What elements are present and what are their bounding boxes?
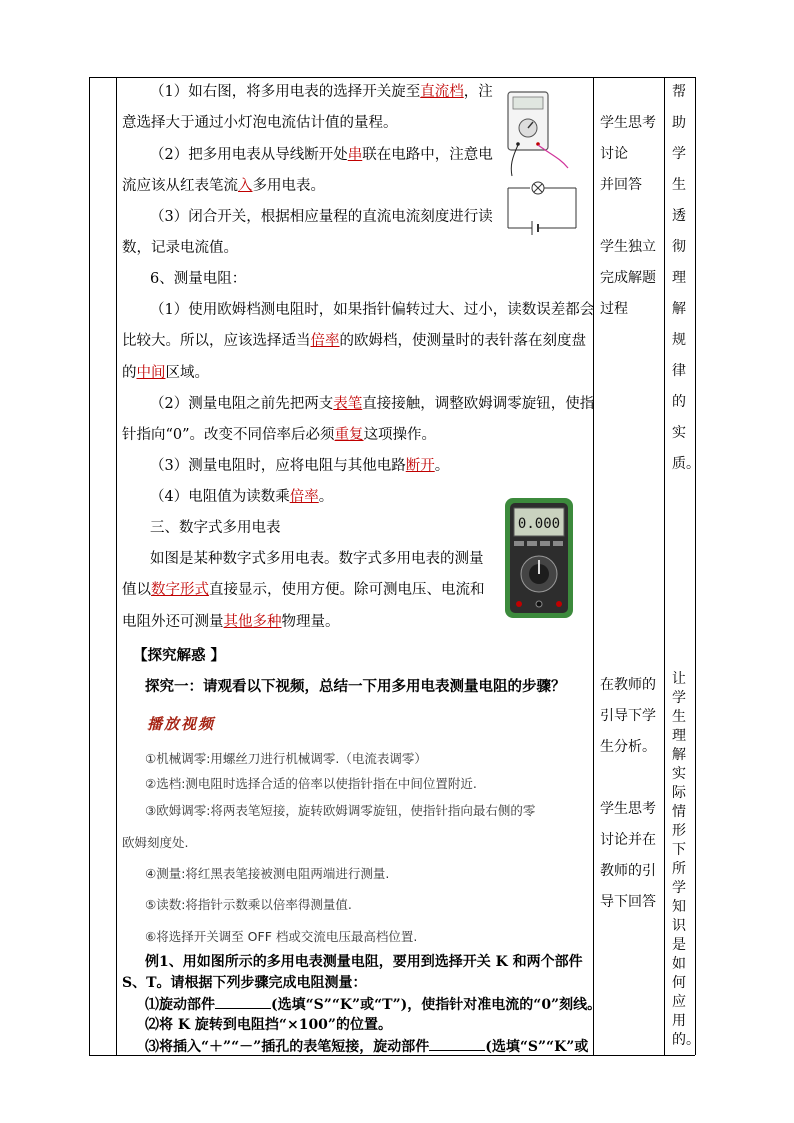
explore-heading: 【探究解惑 】: [133, 647, 226, 664]
para-line: 的中间区域。: [122, 365, 209, 381]
multimeter-circuit-diagram: [498, 88, 584, 236]
design-intent-column-2: 让 学 生 理 解 实 际 情 形 下 所 学 知 识 是 如 何 应 用 的。: [672, 671, 700, 1048]
table-bottom-border: [89, 1055, 695, 1056]
para-line: （1）使用欧姆档测电阻时，如果指针偏转过大、过小，读数误差都会: [150, 302, 595, 318]
para-line: 针指向“0”。改变不同倍率后必须重复这项操作。: [122, 427, 437, 443]
para-line: （2）把多用电表从导线断开处串联在电路中，注意电: [150, 147, 493, 163]
answer-blank[interactable]: [215, 996, 271, 1009]
para-line: 流应该从红表笔流入多用电表。: [122, 178, 325, 194]
para-line: （1）如右图，将多用电表的选择开关旋至直流档，注: [150, 84, 493, 100]
table-divider-3: [664, 77, 665, 1055]
example-line: ⑴旋动部件 (选填“S”“K”或“T”)，使指针对准电流的“0”刻线。: [145, 997, 602, 1013]
step-item: ④测量:将红黑表笔接被测电阻两端进行测量.: [145, 866, 390, 881]
meter-display: 0.000: [517, 516, 561, 532]
section-heading: 三、数字式多用电表: [150, 520, 281, 536]
step-item: ①机械调零:用螺丝刀进行机械调零.（电流表调零）: [145, 751, 427, 766]
answer-blank[interactable]: [429, 1038, 485, 1051]
para-line: （3）测量电阻时，应将电阻与其他电路断开。: [150, 458, 450, 474]
table-border-right: [695, 77, 696, 1055]
step-item: ⑤读数:将指针示数乘以倍率得测量值.: [145, 897, 352, 912]
para-line: 意选择大于通过小灯泡电流估计值的量程。: [122, 115, 398, 131]
example-line: S、T。请根据下列步骤完成电阻测量：: [122, 975, 367, 991]
explore-question: 探究一：请观看以下视频，总结一下用多用电表测量电阻的步骤？: [145, 678, 566, 695]
table-top-border: [89, 77, 695, 78]
step-item: ⑥将选择开关调至 OFF 档或交流电压最高档位置.: [145, 929, 418, 944]
student-activity-column-2: 在教师的 引导下学 生分析。 学生思考 讨论并在 教师的引 导下回答: [600, 677, 656, 910]
table-border-left: [89, 77, 90, 1055]
example-line: ⑶将插入“＋”“－”插孔的表笔短接，旋动部件 (选填“S”“K”或: [145, 1039, 589, 1055]
example-line: ⑵将 K 旋转到电阻挡“×100”的位置。: [145, 1017, 392, 1033]
step-item: 欧姆刻度处.: [122, 835, 189, 850]
para-line: 电阻外还可测量其他多种物理量。: [122, 614, 340, 630]
para-line: 如图是某种数字式多用电表。数字式多用电表的测量: [150, 551, 484, 567]
para-line: （2）测量电阻之前先把两支表笔直接接触，调整欧姆调零旋钮，使指: [150, 396, 595, 412]
para-line: 比较大。所以，应该选择适当倍率的欧姆档，使测量时的表针落在刻度盘: [122, 333, 586, 349]
student-activity-column: 学生思考 讨论 并回答 学生独立 完成解题 过程: [600, 115, 656, 317]
para-line: （3）闭合开关，根据相应量程的直流电流刻度进行读: [150, 209, 493, 225]
play-video-link[interactable]: 播放视频: [147, 715, 216, 733]
digital-multimeter-image: [503, 496, 575, 620]
design-intent-column: 帮 助 学 生 透 彻 理 解 规 律 的 实 质。: [672, 84, 700, 472]
step-item: ③欧姆调零:将两表笔短接，旋转欧姆调零旋钮，使指针指向最右侧的零: [145, 803, 536, 818]
para-line: （4）电阻值为读数乘倍率。: [150, 489, 334, 505]
para-line: 值以数字形式直接显示，使用方便。除可测电压、电流和: [122, 582, 485, 598]
section-heading: 6、测量电阻：: [150, 271, 247, 287]
para-line: 数，记录电流值。: [122, 240, 238, 256]
table-divider-1: [116, 77, 117, 1055]
step-item: ②选档:测电阻时选择合适的倍率以使指针指在中间位置附近.: [145, 776, 477, 791]
example-line: 例1、用如图所示的多用电表测量电阻，要用到选择开关 K 和两个部件: [145, 954, 583, 970]
